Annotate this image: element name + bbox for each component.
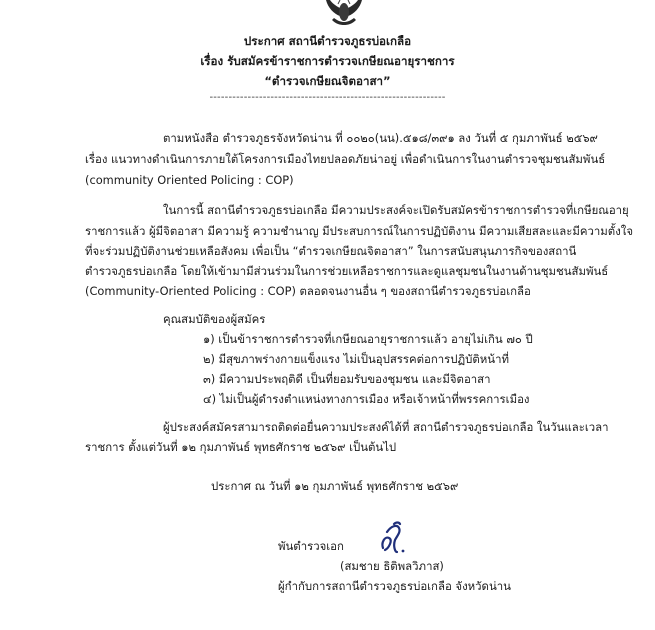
reference-line-2: เรื่อง แนวทางดำเนินการภายใต้โครงการเมืองไทยปลอดภัยน่าอยู่ เพื่อดำเนินการในงานตำรวจชุมชนสัมพันธ์ — [85, 152, 606, 166]
body-line-5: (Community-Oriented Policing : COP) ตลอดจนงานอื่น ๆ ของสถานีตำรวจภูธรบ่อเกลือ — [85, 284, 531, 298]
reference-line-1: ตามหนังสือ ตำรวจภูธรจังหวัดน่าน ที่ ๐๐๒๐(นน).๕๑๘/๓๙๑ ลง วันที่ ๕ กุมภาพันธ์ ๒๕๖๙ — [163, 131, 598, 145]
handwritten-signature-icon — [377, 518, 407, 558]
body-line-4: ตำรวจภูธรบ่อเกลือ โดยให้เข้ามามีส่วนร่วมในการช่วยเหลือราชการและดูแลชุมชนในงานด้านชุมชนสัมพันธ์ — [85, 264, 609, 278]
signature-name: (สมชาย ธิติพลวิภาส) — [340, 559, 444, 573]
title-line-3: “ตำรวจเกษียณจิตอาสา” — [264, 74, 391, 88]
reference-line-3: (community Oriented Policing : COP) — [85, 173, 294, 187]
garuda-emblem-icon — [318, 0, 370, 26]
qualification-item-4: ๔) ไม่เป็นผู้ดำรงตำแหน่งทางการเมือง หรือเจ้าหน้าที่พรรคการเมือง — [203, 392, 530, 406]
qualification-item-2: ๒) มีสุขภาพร่างกายแข็งแรง ไม่เป็นอุปสรรคต่อการปฏิบัติหน้าที่ — [203, 352, 509, 366]
signature-rank: พันตำรวจเอก — [278, 539, 344, 553]
signature-position: ผู้กำกับการสถานีตำรวจภูธรบ่อเกลือ จังหวัดน่าน — [278, 579, 511, 593]
announcement-date: ประกาศ ณ วันที่ ๑๒ กุมภาพันธ์ พุทธศักราช ๒๕๖๙ — [211, 479, 459, 493]
body-line-3: ที่จะร่วมปฏิบัติงานช่วยเหลือสังคม เพื่อเป็น “ตำรวจเกษียณจิตอาสา” ในการสนับสนุนภารกิจของสถานี — [85, 244, 577, 258]
title-line-1: ประกาศ สถานีตำรวจภูธรบ่อเกลือ — [243, 34, 412, 48]
qualification-item-1: ๑) เป็นข้าราชการตำรวจที่เกษียณอายุราชการแล้ว อายุไม่เกิน ๗๐ ปี — [203, 332, 533, 346]
contact-line-1: ผู้ประสงค์สมัครสามารถติดต่อยื่นความประสงค์ได้ที่ สถานีตำรวจภูธรบ่อเกลือ ในวันและเวลา — [163, 420, 609, 434]
qualifications-heading: คุณสมบัติของผู้สมัคร — [163, 312, 266, 326]
contact-line-2: ราชการ ตั้งแต่วันที่ ๑๒ กุมภาพันธ์ พุทธศักราช ๒๕๖๙ เป็นต้นไป — [85, 440, 397, 454]
body-line-1: ในการนี้ สถานีตำรวจภูธรบ่อเกลือ มีความประสงค์จะเปิดรับสมัครข้าราชการตำรวจที่เกษียณอายุ — [163, 203, 629, 217]
body-line-2: ราชการแล้ว ผู้มีจิตอาสา มีความรู้ ความชำนาญ มีประสบการณ์ในการปฏิบัติงาน มีความเสียสละและมีความตั้งใจ — [85, 224, 634, 238]
title-line-2: เรื่อง รับสมัครข้าราชการตำรวจเกษียณอายุราชการ — [200, 54, 455, 68]
qualification-item-3: ๓) มีความประพฤติดี เป็นที่ยอมรับของชุมชน และมีจิตอาสา — [203, 372, 491, 386]
title-separator: -------------------------------------------------------------- — [209, 92, 446, 103]
